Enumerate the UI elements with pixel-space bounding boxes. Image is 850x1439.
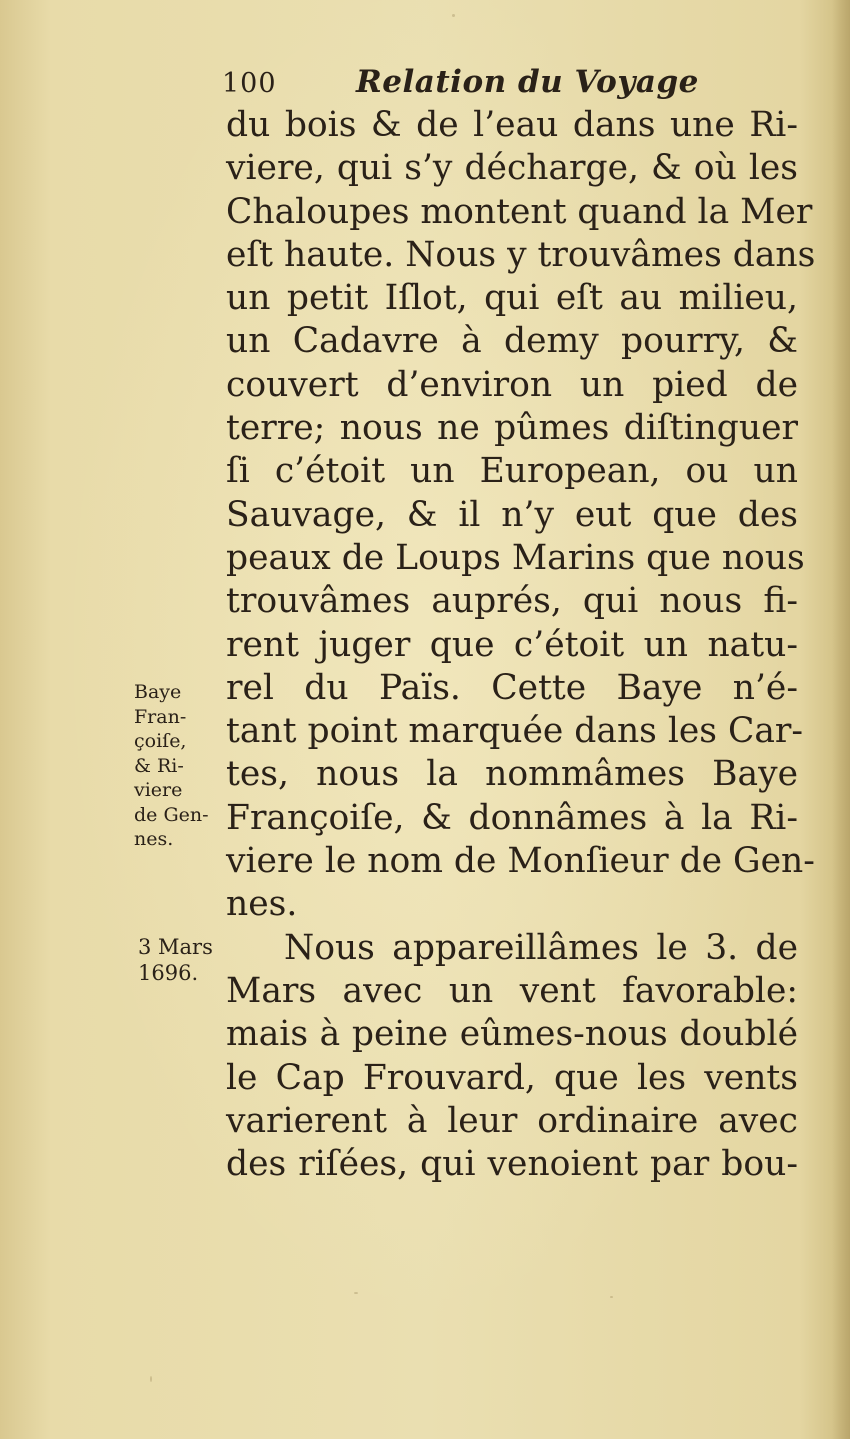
- text-line: peaux de Loups Marins que nous: [226, 537, 805, 578]
- text-line: trouvâmes auprés, qui nous fi-: [226, 581, 798, 622]
- text-line: du bois & de l’eau dans une Ri-: [226, 105, 798, 145]
- running-title: Relation du Voyage: [356, 64, 699, 100]
- margin-note-line: çoiſe,: [134, 730, 187, 752]
- margin-note-line: Fran-: [134, 705, 187, 728]
- text-line: ſi c’étoit un European, ou un: [226, 451, 798, 492]
- margin-note-date: [138, 934, 213, 986]
- text-line: viere le nom de Monſieur de Gen-: [226, 841, 815, 882]
- text-line: Chaloupes montent quand la Mer: [226, 191, 813, 232]
- margin-note-baye-francoise: [134, 680, 209, 852]
- text-line: rent juger que c’étoit un natu-: [226, 624, 798, 665]
- page-header: [222, 64, 699, 104]
- text-line: mais à peine eûmes-nous doublé: [226, 1014, 798, 1055]
- margin-note-line: viere: [134, 779, 183, 801]
- text-line: couvert d’environ un pied de: [226, 364, 798, 405]
- text-line: tes, nous la nommâmes Baye: [226, 754, 798, 795]
- text-line: varierent à leur ordinaire avec: [226, 1100, 798, 1141]
- text-line: le Cap Frouvard, que les vents: [226, 1057, 798, 1098]
- margin-note-line: de Gen-: [134, 803, 209, 826]
- text-line: viere, qui s’y décharge, & où les: [226, 148, 798, 189]
- margin-note-line: nes.: [134, 828, 174, 850]
- text-line: rel du Païs. Cette Baye n’é-: [226, 667, 798, 708]
- paper-speck: [150, 1376, 152, 1382]
- body-text: [226, 104, 816, 1186]
- text-line: nes.: [226, 884, 298, 925]
- paragraph-start-line: Nous appareillâmes le 3. de: [284, 927, 798, 968]
- margin-note-line: 3 Mars: [138, 935, 213, 959]
- paper-speck: [610, 1296, 613, 1298]
- margin-note-line: 1696.: [138, 961, 199, 985]
- margin-note-line: Baye: [134, 681, 182, 703]
- text-line: Françoiſe, & donnâmes à la Ri-: [226, 797, 798, 838]
- paper-speck: [354, 1292, 358, 1294]
- page-edge-shadow: [832, 0, 850, 1439]
- text-line: un Cadavre à demy pourry, &: [226, 321, 798, 362]
- text-line: tant point marquée dans les Car-: [226, 711, 804, 752]
- page-number: 100: [222, 68, 277, 99]
- text-line: eſt haute. Nous y trouvâmes dans: [226, 234, 816, 275]
- text-line: terre; nous ne pûmes diſtinguer: [226, 408, 798, 449]
- text-line: des riſées, qui venoient par bou-: [226, 1144, 798, 1185]
- text-line: Mars avec un vent favorable:: [226, 970, 798, 1011]
- text-line: un petit Iſlot, qui eſt au milieu,: [226, 278, 798, 319]
- margin-note-line: & Ri-: [134, 754, 184, 777]
- text-line: Sauvage, & il n’y eut que des: [226, 494, 798, 535]
- paper-speck: [452, 14, 455, 17]
